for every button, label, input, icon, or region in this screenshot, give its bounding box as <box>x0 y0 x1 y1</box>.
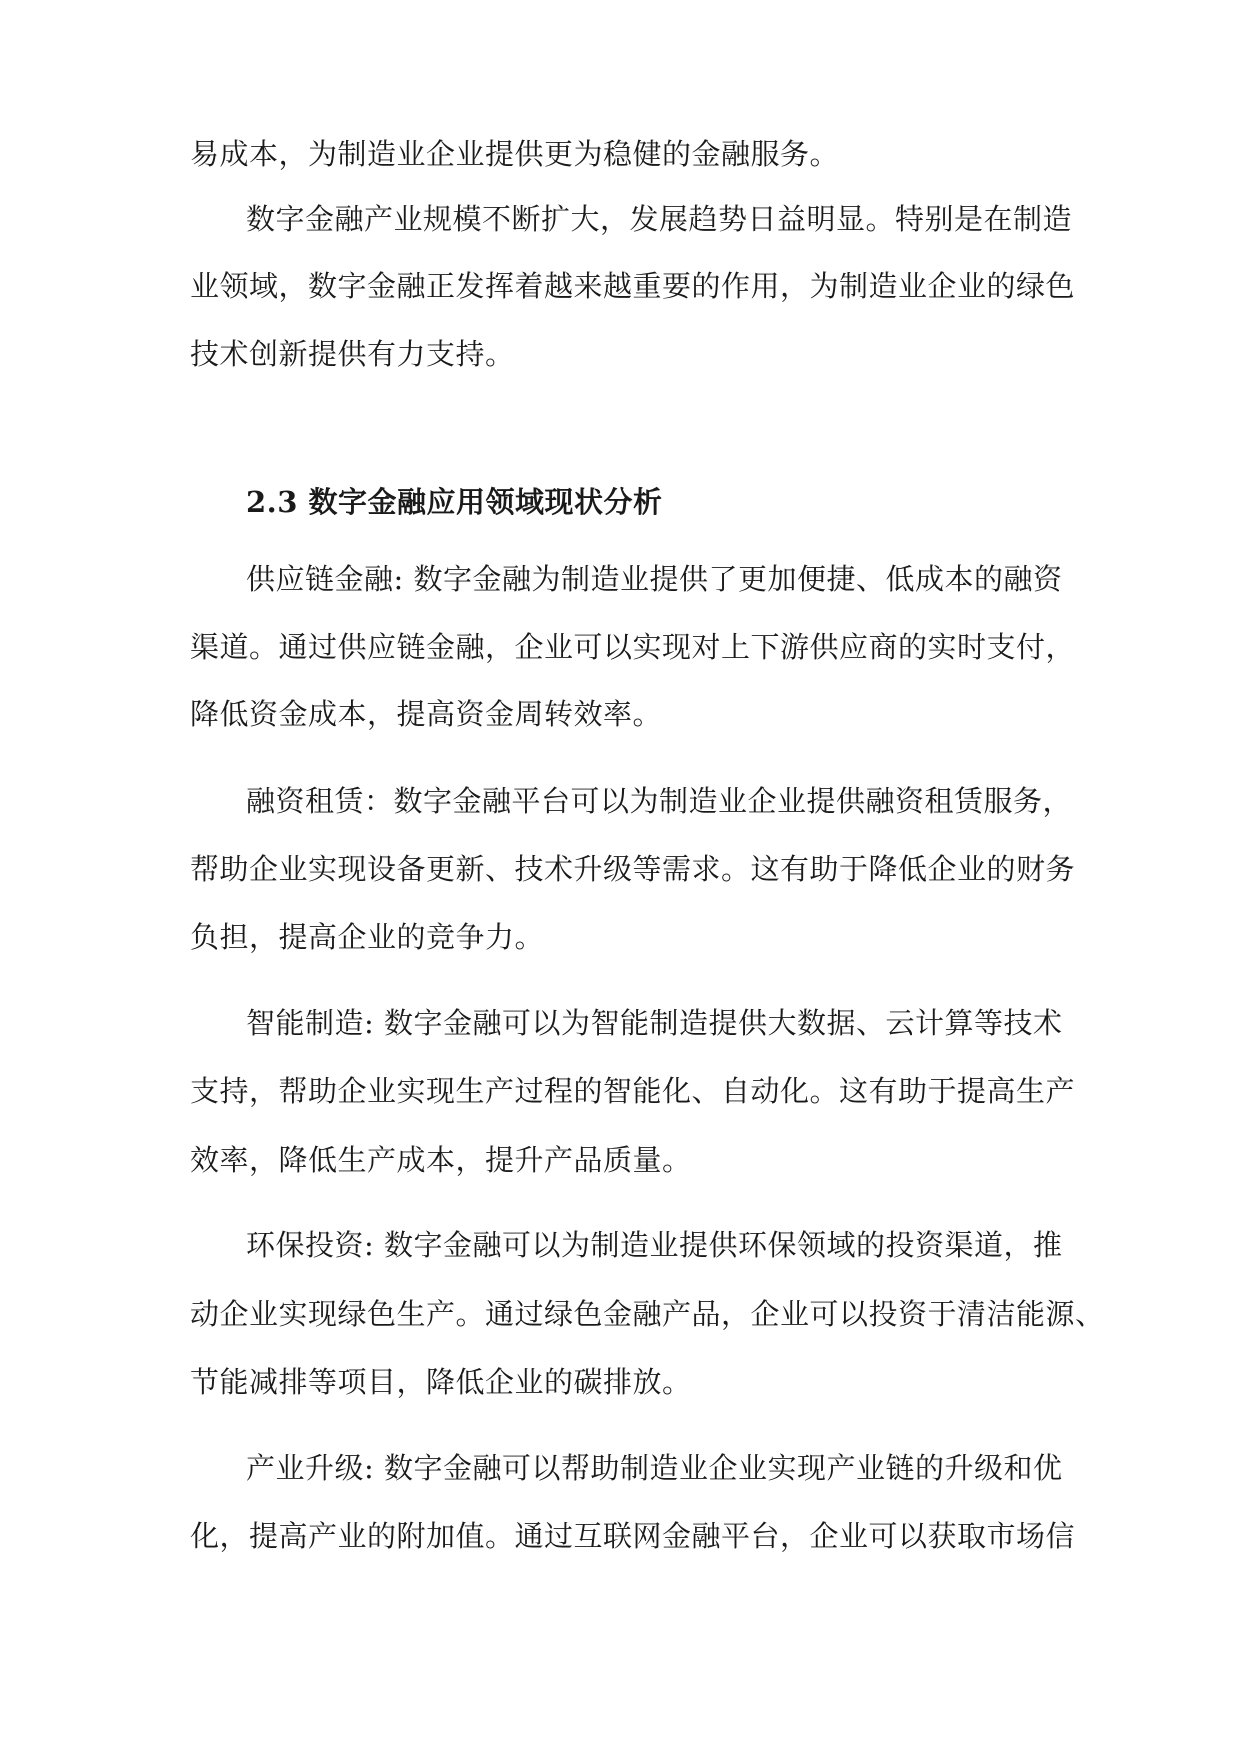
paragraph-line: 产业升级: 数字金融可以帮助制造业企业实现产业链的升级和优 <box>246 1451 1063 1485</box>
paragraph-line: 节能减排等项目，降低企业的碳排放。 <box>190 1365 692 1399</box>
paragraph-line: 数字金融产业规模不断扩大，发展趋势日益明显。特别是在制造 <box>246 202 1073 236</box>
section-heading: 2.3 数字金融应用领域现状分析 <box>246 485 663 519</box>
paragraph-line: 负担，提高企业的竞争力。 <box>190 920 545 954</box>
paragraph-line: 融资租赁：数字金融平台可以为制造业企业提供融资租赁服务， <box>246 784 1073 818</box>
paragraph-line: 环保投资: 数字金融可以为制造业提供环保领域的投资渠道，推 <box>246 1228 1063 1262</box>
paragraph-line: 渠道。通过供应链金融，企业可以实现对上下游供应商的实时支付， <box>190 630 1076 664</box>
paragraph-line: 供应链金融: 数字金融为制造业提供了更加便捷、低成本的融资 <box>246 562 1063 596</box>
paragraph-line: 效率，降低生产成本，提升产品质量。 <box>190 1143 692 1177</box>
paragraph-line: 动企业实现绿色生产。通过绿色金融产品，企业可以投资于清洁能源、 <box>190 1297 1105 1331</box>
paragraph-line: 易成本，为制造业企业提供更为稳健的金融服务。 <box>190 137 840 171</box>
paragraph-line: 智能制造: 数字金融可以为智能制造提供大数据、云计算等技术 <box>246 1006 1063 1040</box>
paragraph-line: 降低资金成本，提高资金周转效率。 <box>190 697 663 731</box>
paragraph-line: 技术创新提供有力支持。 <box>190 337 515 371</box>
paragraph-line: 帮助企业实现设备更新、技术升级等需求。这有助于降低企业的财务 <box>190 852 1076 886</box>
paragraph-line: 支持，帮助企业实现生产过程的智能化、自动化。这有助于提高生产 <box>190 1074 1076 1108</box>
paragraph-line: 化，提高产业的附加值。通过互联网金融平台，企业可以获取市场信 <box>190 1519 1076 1553</box>
paragraph-line: 业领域，数字金融正发挥着越来越重要的作用，为制造业企业的绿色 <box>190 269 1076 303</box>
